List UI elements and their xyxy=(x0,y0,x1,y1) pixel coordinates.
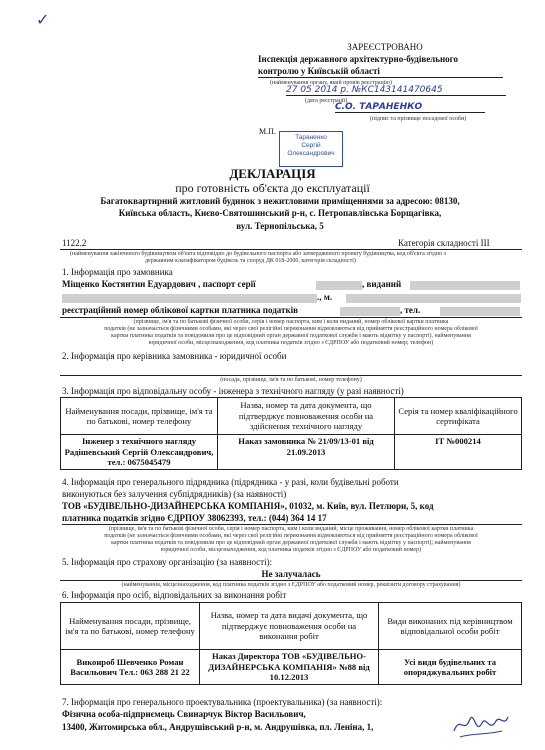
object-line-3: вул. Тернопільська, 5 xyxy=(236,221,324,231)
registration-org-caption: (найменування органу, який провів реєстрацію) xyxy=(270,80,392,86)
registration-signer-caption: (підпис та прізвище посадової особи) xyxy=(370,116,467,122)
object-line-1: Багатоквартирний житловий будинок з нежитловими приміщеннями за адресою: 08130, xyxy=(100,196,460,206)
table-header-cell: Назва, номер та дата видачі документа, що підтверджує повноваження особи на виконання робіт xyxy=(200,603,379,650)
code-caption-2: державним класифікатором будівель та споруд ДК 018-2000, категорія складності) xyxy=(145,258,356,264)
customer-line-2b: ., м. xyxy=(317,292,333,302)
responsible-persons-table xyxy=(60,602,522,685)
complexity-category: Категорія складності ІІІ xyxy=(398,238,490,248)
redacted-issuer-2 xyxy=(62,294,317,303)
code-caption-1: (найменування закінченого будівництвом об'єкта відповідно до будівельного паспорта або затвердженого проекту будівництва, код об'єкта згідно з xyxy=(70,251,446,257)
redacted-phone xyxy=(440,307,520,316)
object-line-2: Київська область, Києво-Святошинський р-н, с. Петропавлівська Борщагівка, xyxy=(118,208,442,218)
customer-line xyxy=(60,317,522,318)
table-header-cell: Найменування посади, прізвище, ім'я та по батькові, номер телефону xyxy=(61,603,200,650)
registration-title: ЗАРЕЄСТРОВАНО xyxy=(347,42,423,52)
customer-line-1b: , виданий xyxy=(362,279,402,289)
section-5-heading: 5. Інформація про страхову організацію (за наявності): xyxy=(62,557,273,567)
registration-signer: С.О. ТАРАНЕНКО xyxy=(335,102,485,113)
designer-line-2: 13400, Житомирська обл., Андрушівський р-н, м. Андрушівка, пл. Леніна, 1, xyxy=(62,722,374,732)
section-1-heading: 1. Інформація про замовника xyxy=(62,267,173,277)
designer-line-1: Фізична особа-підприємець Свинарчук Віктор Васильович, xyxy=(62,709,306,719)
section-7-heading: 7. Інформація про генерального проектувальника (проектувальника) (за наявності): xyxy=(62,697,383,707)
customer-line-1: Міщенко Костянтин Едуардович , паспорт серії xyxy=(62,279,256,289)
stamp-line-2: Сергій xyxy=(301,142,321,149)
stamp-line-3: Олександрович xyxy=(287,150,335,157)
official-stamp xyxy=(279,131,343,167)
table-cell: Інженер з технічного нагляду Радішевський Сергій Олександрович, тел.: 0675045479 xyxy=(61,435,218,470)
contractor-caption-1: (прізвище, ім'я та по батькові фізичної особи, серія і номер паспорта, ким і коли виданий, місце проживання, номер облікової картки платника xyxy=(108,526,474,532)
table-header-row xyxy=(61,603,522,650)
table-header-row xyxy=(61,398,522,435)
table-cell: Усі види будівельних та опоряджувальних робіт xyxy=(379,650,522,685)
redacted-tax-number xyxy=(340,307,400,316)
contractor-line-1: ТОВ «БУДІВЕЛЬНО-ДИЗАЙНЕРСЬКА КОМПАНІЯ», 01032, м. Київ, вул. Петлюри, 5, код xyxy=(62,501,434,511)
section-2-line xyxy=(60,375,522,376)
stamp-line-1: Тараненко xyxy=(295,134,327,141)
signature-scribble xyxy=(450,705,510,743)
section-2-caption: (посада, прізвище, ім'я та по батькові, номер телефону) xyxy=(220,377,362,383)
contractor-caption-4: юридичної особи, місцезнаходження, код платника податків згідно з ЄДРПОУ або податковий номер) xyxy=(160,547,422,553)
registration-date-caption: (дата реєстрації) xyxy=(305,98,348,104)
customer-caption-3: картки платника податків та повідомили про це відповідний орган державної податкової служби і мають відмітку у паспорті), найменування xyxy=(111,333,471,339)
redacted-passport xyxy=(316,281,362,290)
table-header-cell: Назва, номер та дата документа, що підтверджує повноваження особи на здійснення технічного нагляду xyxy=(218,398,395,435)
section-2-heading: 2. Інформація про керівника замовника - юридичної особи xyxy=(62,351,287,361)
table-header-cell: Серія та номер кваліфікаційного сертифіката xyxy=(395,398,522,435)
section-3-heading: 3. Інформація про відповідальну особу - інженера з технічного нагляду (у разі наявності) xyxy=(62,386,404,396)
code-line xyxy=(60,249,522,250)
technical-supervision-table xyxy=(60,397,522,470)
insurer-value: Не залучалась xyxy=(60,569,522,581)
customer-line-3b: , тел. xyxy=(400,305,421,315)
table-cell: Наказ Директора ТОВ «БУДІВЕЛЬНО-ДИЗАЙНЕРСЬКА КОМПАНІЯ» №88 від 10.12.2013 xyxy=(200,650,379,685)
redacted-issuer xyxy=(410,281,520,290)
table-header-cell: Найменування посади, прізвище, ім'я та по батькові, номер телефону xyxy=(61,398,218,435)
customer-caption-2: податків (не зазначається фізичними особами, які через свої релігійні переконання відмовляються від прийняття реєстраційного номера облікової xyxy=(104,326,478,332)
table-cell: ІТ №000214 xyxy=(395,435,522,470)
declaration-subtitle: про готовність об'єкта до експлуатації xyxy=(175,181,370,195)
declaration-title: ДЕКЛАРАЦІЯ xyxy=(229,166,316,181)
table-row xyxy=(61,650,522,685)
contractor-line-2: платника податків згідно ЄДРПОУ 38062393, тел.: (044) 364 14 17 xyxy=(62,513,522,525)
insurer-caption: (найменування, місцезнаходження, код платника податків згідно з ЄДРПОУ або податковий номер, реквізити договору страхування) xyxy=(121,582,461,588)
registration-mp: М.П. xyxy=(259,127,276,136)
section-6-heading: 6. Інформація про осіб, відповідальних за виконання робіт xyxy=(62,590,287,600)
registration-org-line2: контролю у Київській області xyxy=(258,66,503,78)
redacted-address xyxy=(346,294,521,303)
section-4-heading: 4. Інформація про генерального підрядника (підрядника - у разі, коли будівельні роботи xyxy=(62,477,399,487)
table-row xyxy=(61,435,522,470)
contractor-caption-2: податків (не зазначається фізичними особами, які через свої релігійні переконання відмовляються від прийняття реєстраційного номера облікової xyxy=(104,533,478,539)
registration-checkmark: ✓ xyxy=(36,10,50,29)
contractor-caption-3: картки платника податків та повідомили про це відповідний орган державної податкової служби і мають відмітку у паспорті); найменування xyxy=(111,540,471,546)
table-cell: Виконроб Шевченко Роман Васильович Тел.: 063 288 21 22 xyxy=(61,650,200,685)
customer-caption-1: (прізвище, ім'я та по батькові фізичної особи, серія і номер паспорта, ким і коли виданий, номер облікової картки платника xyxy=(133,319,449,325)
customer-caption-4: юридичної особи, місцезнаходження, код платника податків згідно з ЄДРПОУ або податковий номер; телефон) xyxy=(148,340,434,346)
customer-line-3: реєстраційний номер облікової картки платника податків xyxy=(62,305,298,315)
table-header-cell: Види виконаних під керівництвом відповідальної особи робіт xyxy=(379,603,522,650)
registration-org-line1: Інспекція державного архітектурно-будівельного xyxy=(258,54,459,64)
object-code: 1122.2 xyxy=(62,238,87,248)
table-cell: Наказ замовника № 21/09/13-01 від 21.09.2013 xyxy=(218,435,395,470)
section-4-heading-2: виконуються без залучення субпідрядників) (за наявності) xyxy=(62,489,287,499)
registration-date: 27 05 2014 р. №КС143141470645 xyxy=(286,85,506,96)
